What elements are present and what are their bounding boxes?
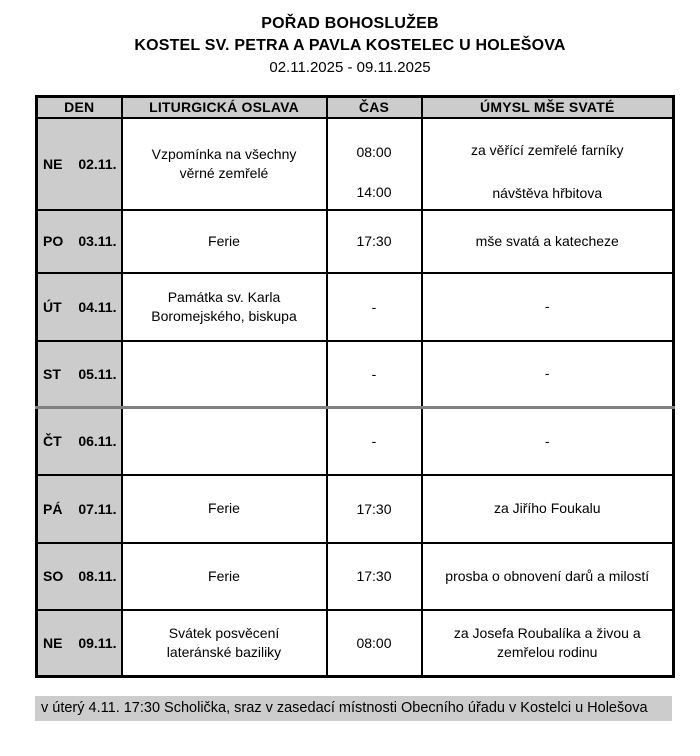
column-header-liturgy: LITURGICKÁ OSLAVA [122, 97, 327, 118]
day-abbr: NE [43, 634, 63, 651]
day-date: 05.11. [78, 365, 117, 382]
liturgy-cell: Ferie [122, 475, 327, 543]
intention-cell: prosba o obnovení darů a milostí [422, 543, 674, 610]
liturgy-cell: Vzpomínka na všechny věrné zemřelé [122, 118, 327, 210]
time-cell: 08:00 [327, 610, 422, 677]
table-row [37, 118, 674, 210]
page-title: POŘAD BOHOSLUŽEB [261, 15, 439, 32]
day-abbr: SO [43, 568, 64, 584]
day-date: 09.11. [78, 634, 117, 651]
time-value: 14:00 [356, 183, 392, 200]
day-cell [37, 408, 122, 475]
liturgy-cell: Památka sv. Karla Boromejského, biskupa [122, 273, 327, 341]
day-abbr: NE [43, 155, 63, 172]
intention-cell: - [422, 273, 674, 341]
table-row [37, 543, 674, 610]
table-row [37, 341, 674, 408]
intention-cell [422, 118, 674, 210]
day-cell [37, 341, 122, 408]
page-subtitle: KOSTEL SV. PETRA A PAVLA KOSTELEC U HOLEŠOVA [134, 37, 566, 54]
header-row [37, 97, 674, 118]
intention-value: za věřící zemřelé farníky [471, 141, 624, 158]
time-cell: 17:30 [327, 475, 422, 543]
liturgy-cell: Svátek posvěcení lateránské baziliky [122, 610, 327, 677]
table-row [37, 273, 674, 341]
day-date: 04.11. [78, 298, 117, 315]
column-header-time: ČAS [327, 97, 422, 118]
liturgy-cell [122, 408, 327, 475]
day-abbr: ÚT [43, 298, 62, 315]
time-cell: 17:30 [327, 543, 422, 610]
document-header [0, 0, 700, 78]
time-value: 08:00 [356, 143, 392, 160]
intention-cell: mše svatá a katecheze [422, 210, 674, 273]
time-cell: 17:30 [327, 210, 422, 273]
intention-cell: za Josefa Roubalíka a živou a zemřelou rodinu [422, 610, 674, 677]
time-cell: - [327, 273, 422, 341]
intention-value: návštěva hřbitova [492, 184, 603, 201]
liturgy-cell: Ferie [122, 210, 327, 273]
day-date: 08.11. [78, 568, 117, 584]
day-cell [37, 610, 122, 677]
day-abbr: PÁ [43, 500, 63, 517]
table-row [37, 210, 674, 273]
table-row [37, 475, 674, 543]
date-range: 02.11.2025 - 09.11.2025 [269, 59, 431, 76]
day-cell [37, 273, 122, 341]
liturgy-cell [122, 341, 327, 408]
intention-cell: - [422, 341, 674, 408]
liturgy-cell: Ferie [122, 543, 327, 610]
day-date: 06.11. [78, 433, 117, 450]
day-cell [37, 210, 122, 273]
day-abbr: ČT [43, 433, 62, 450]
intention-cell: - [422, 408, 674, 475]
day-abbr: PO [43, 233, 64, 249]
day-abbr: ST [43, 365, 61, 382]
column-header-day: DEN [37, 97, 122, 118]
day-date: 02.11. [78, 155, 117, 172]
table-row [37, 408, 674, 475]
intention-cell: za Jiřího Foukalu [422, 475, 674, 543]
table-row [37, 610, 674, 677]
day-cell [37, 118, 122, 210]
time-cell [327, 118, 422, 210]
time-cell: - [327, 408, 422, 475]
day-cell [37, 475, 122, 543]
column-header-intention: ÚMYSL MŠE SVATÉ [422, 97, 674, 118]
day-date: 07.11. [78, 500, 117, 517]
footer-note: v úterý 4.11. 17:30 Scholička, sraz v zasedací místnosti Obecního úřadu v Kostelci u Holešova [35, 696, 672, 721]
time-cell: - [327, 341, 422, 408]
day-cell [37, 543, 122, 610]
schedule-table [35, 95, 675, 678]
day-date: 03.11. [78, 233, 117, 249]
